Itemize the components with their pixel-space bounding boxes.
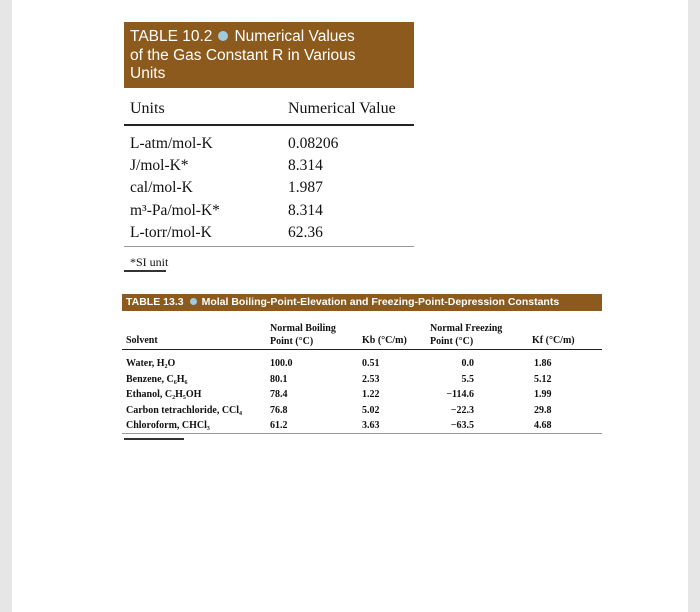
table-13-3-header [122,294,602,311]
table-cell: −22.3 [450,404,474,416]
table-cell: 76.8 [270,404,288,416]
table-cell: 5.02 [362,404,380,416]
table-row: L-atm/mol-K [130,135,213,152]
table-cell: 1.22 [362,389,380,400]
table-cell: 1.86 [534,358,552,369]
table-10-2-label: TABLE 10.2 [130,28,213,45]
header-divider [124,124,414,126]
footnote: *SI unit [130,255,169,269]
table-row: Chloroform, CHCl₃ [126,420,210,431]
bullet-dot-icon [218,31,228,41]
table-10-2-header [124,22,414,88]
table-cell: 2.53 [362,373,380,385]
freezing-point-column [432,356,474,434]
boiling-point-column [270,356,293,434]
copyright-credit-line [124,438,184,440]
table-cell: 1.99 [534,389,552,400]
table-10-2-title-line1: TABLE 10.2 Numerical Values [130,28,355,45]
solvent-column [126,356,242,434]
table-cell-value: 8.314 [288,201,323,219]
document-page [12,0,688,612]
kf-column [534,356,552,434]
table-cell: 5.12 [534,373,552,385]
table-row: Carbon tetrachloride, CCl₄ [126,404,243,416]
table-cell: 3.63 [362,420,380,431]
values-column [288,133,338,244]
column-header-solvent: Solvent [126,335,158,346]
table-bottom-rule [122,433,602,434]
table-cell: 100.0 [270,358,293,369]
table-row: Benzene, C₆H₆ [126,373,188,385]
table-row: m³-Pa/mol-K* [130,201,220,219]
table-cell: −114.6 [446,389,474,400]
table-row: Ethanol, C₂H₅OH [126,389,202,400]
table-cell: −63.5 [450,420,474,431]
table-cell: 0.0 [461,358,474,369]
table-row: cal/mol-K [130,179,193,197]
header-divider [122,349,602,350]
table-13-3-title: Molal Boiling-Point-Elevation and Freezing-Point-Depression Constants [201,296,560,308]
table-cell: 5.5 [461,373,474,385]
bullet-dot-icon [190,298,197,305]
table-cell-value: 8.314 [288,157,323,175]
table-13-3-label: TABLE 13.3 [126,296,184,308]
table-row: L-torr/mol-K [130,223,212,241]
table-cell: 61.2 [270,420,288,431]
table-cell: 80.1 [270,373,288,385]
column-header-boiling-point: Normal Boiling Point (°C) [270,323,336,347]
column-header-kb: Kb (°C/m) [362,335,407,346]
column-header-units: Units [130,100,165,117]
column-header-freezing-point: Normal Freezing Point (°C) [430,323,503,347]
kb-column [362,356,380,434]
table-cell-value: 0.08206 [288,135,339,152]
table-bottom-rule [124,246,414,247]
units-column [130,133,220,244]
table-10-2-title-line2: of the Gas Constant R in Various [130,46,356,64]
copyright-credit-line [124,270,166,272]
table-cell-value: 62.36 [288,223,323,241]
table-row: Water, H₂O [126,358,176,369]
table-cell: 78.4 [270,389,288,400]
table-cell: 29.8 [534,404,552,416]
table-cell: 4.68 [534,420,552,431]
table-cell: 0.51 [362,358,380,369]
table-cell-value: 1.987 [288,179,323,197]
table-row: J/mol-K* [130,157,189,175]
column-header-numerical-value: Numerical Value [288,100,396,117]
column-header-kf: Kf (°C/m) [532,335,575,346]
table-10-2-title-line3: Units [130,65,166,82]
